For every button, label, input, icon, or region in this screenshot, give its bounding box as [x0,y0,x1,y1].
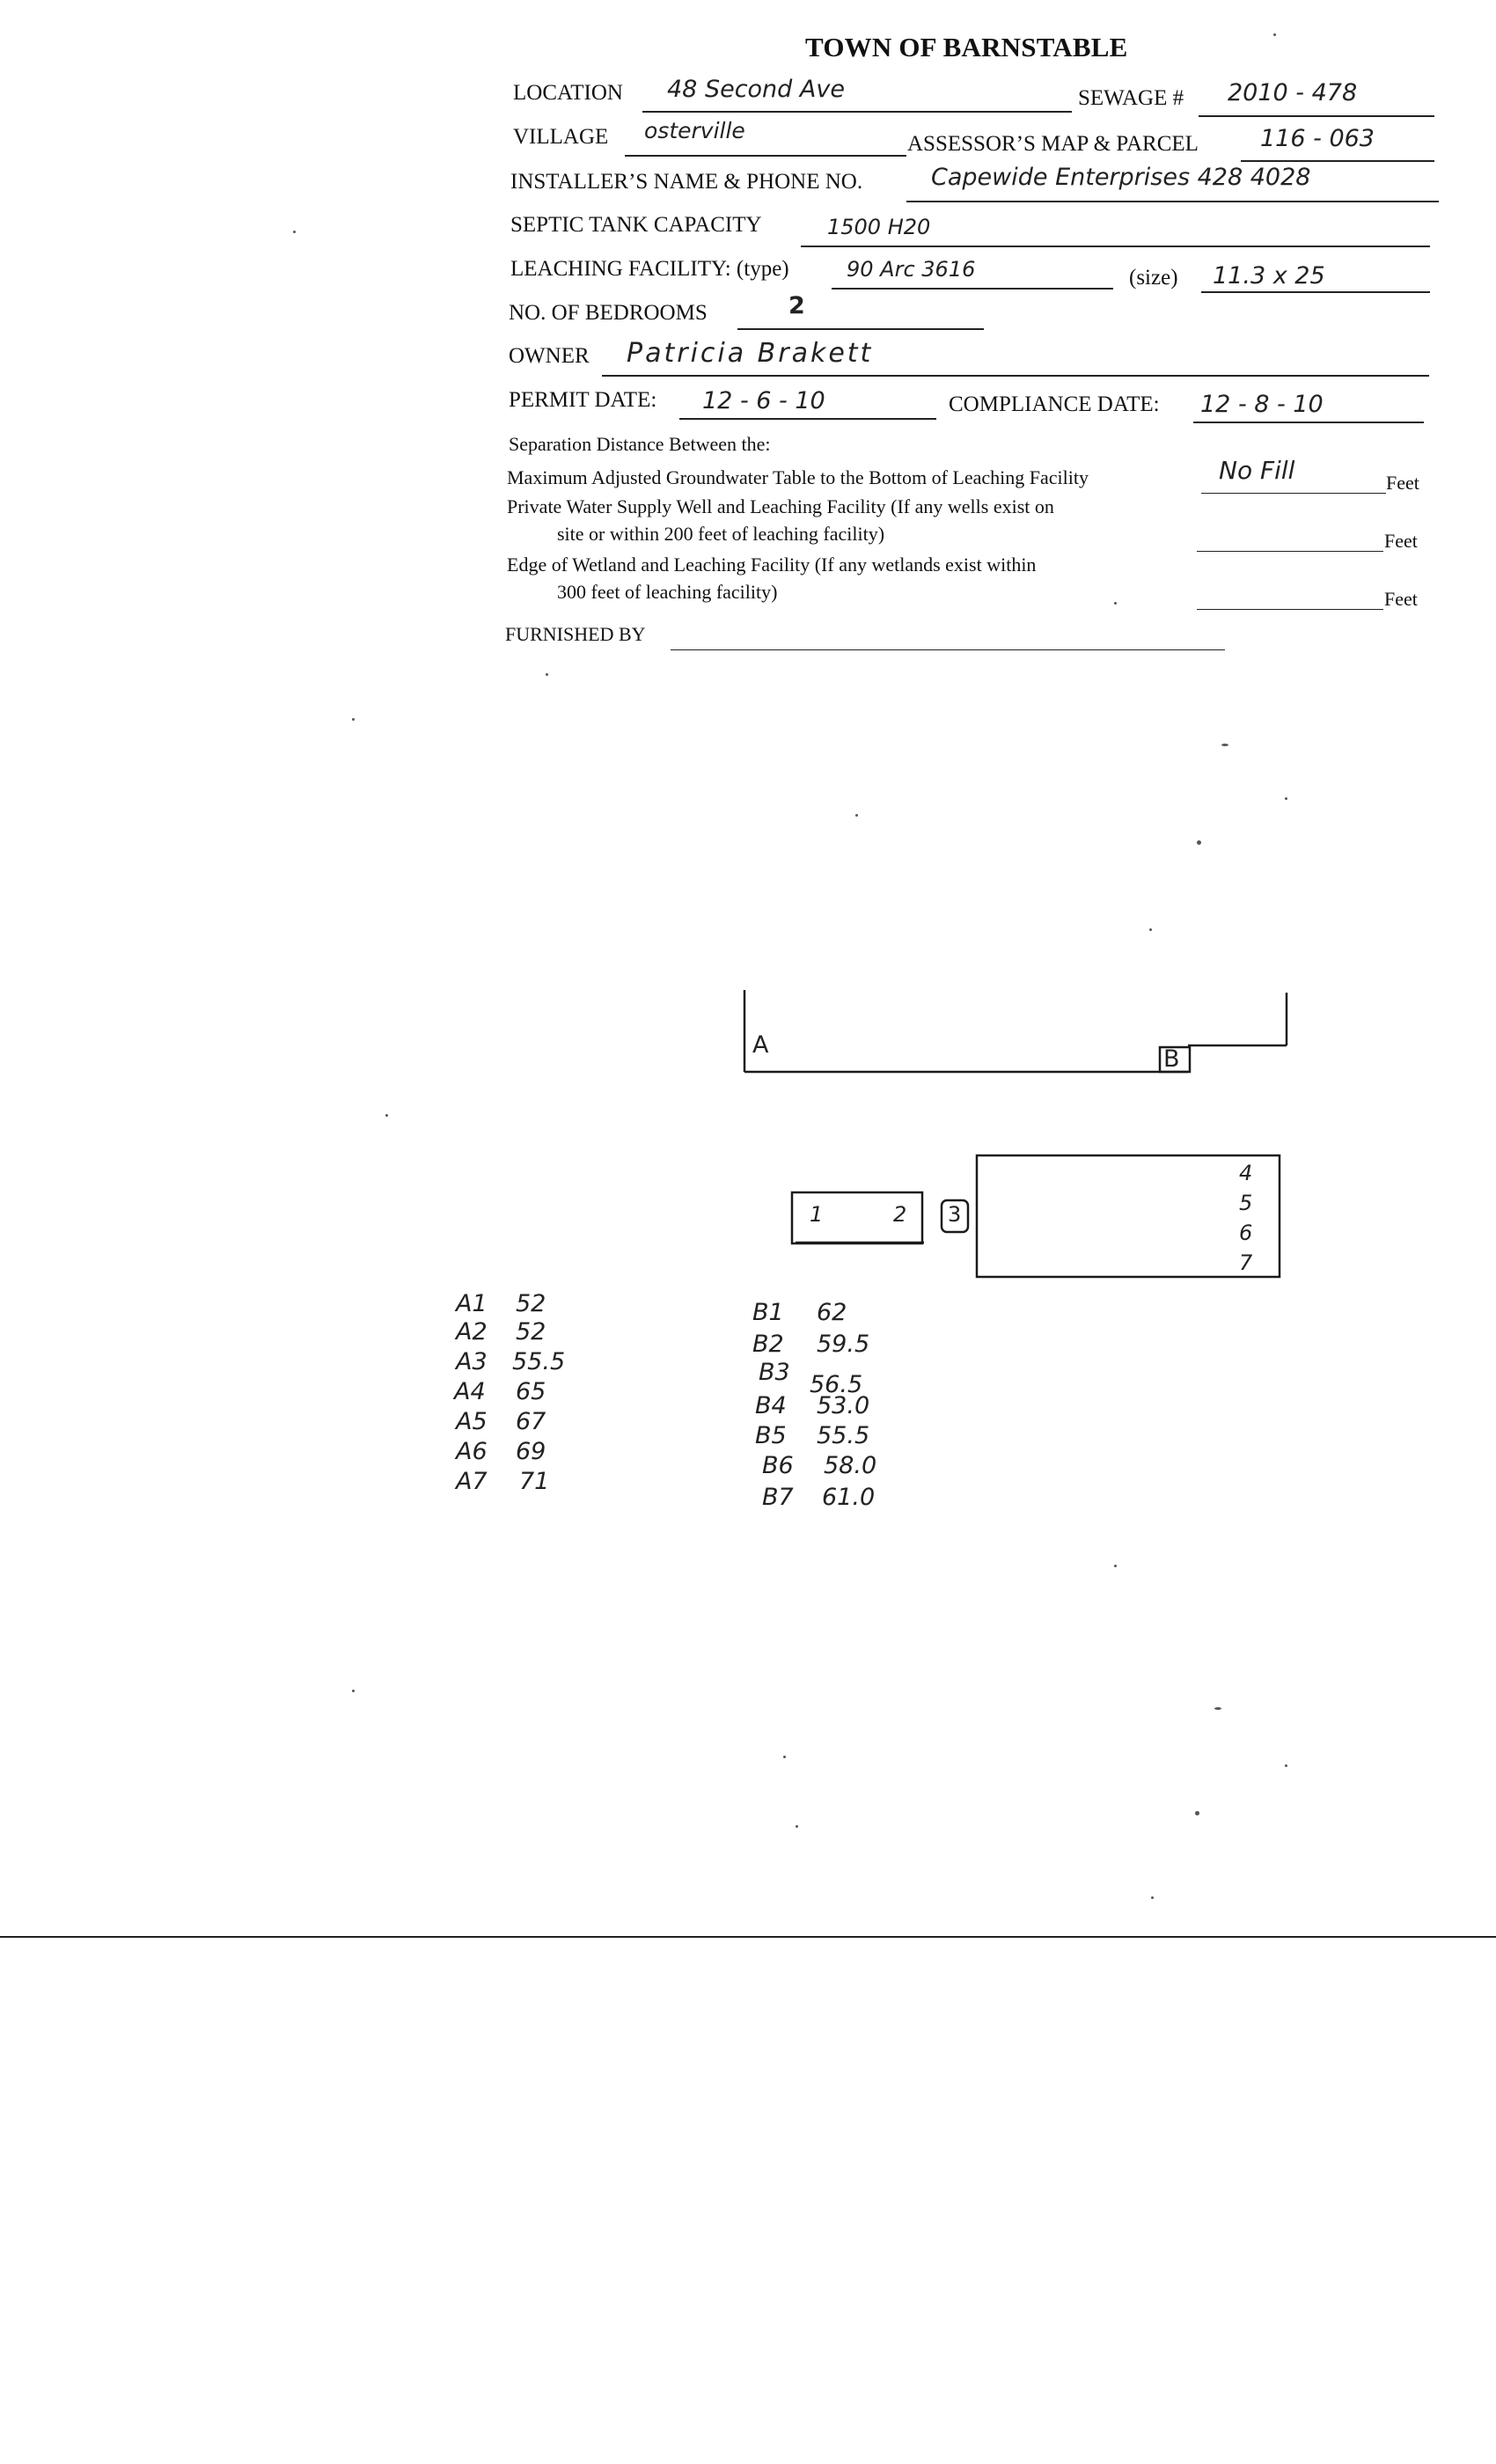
separation-row-1-value: No Fill [1219,456,1295,485]
sketch-label-b: B [1163,1045,1180,1073]
village-value: osterville [644,118,745,143]
measurement-b-id: B1 [752,1299,784,1326]
scan-speck [1197,840,1201,845]
scan-speck [855,814,858,817]
scan-speck [293,231,296,233]
separation-row-3b: 300 feet of leaching facility) [557,581,778,603]
measurement-a-value: 65 [516,1378,546,1405]
scan-speck [1273,33,1276,36]
installer-label: INSTALLER’S NAME & PHONE NO. [510,170,863,194]
village-label: VILLAGE [513,125,609,149]
measurement-a-value: 71 [519,1468,550,1495]
scan-speck [352,1690,355,1692]
sewage-value: 2010 - 478 [1228,79,1358,106]
separation-row-3a: Edge of Wetland and Leaching Facility (If any wetlands exist within [507,554,1037,576]
scan-speck [546,673,548,676]
measurement-b-id: B6 [762,1452,794,1479]
scan-speck [385,1114,388,1117]
measurement-b-id: B2 [752,1331,784,1358]
field-number-5: 5 [1239,1191,1253,1215]
field-number-7: 7 [1239,1250,1253,1275]
leaching-size-label: (size) [1129,266,1178,290]
measurement-a-id: A6 [456,1438,488,1465]
measurement-a-id: A7 [456,1468,488,1495]
owner-value: Patricia Brakett [627,338,874,369]
field-number-4: 4 [1239,1161,1253,1185]
measurement-b-value: 53.0 [817,1392,870,1419]
measurement-b-value: 56.5 [810,1371,863,1398]
location-value: 48 Second Ave [667,76,845,103]
tank-label-left: 1 [810,1202,824,1227]
scan-speck [1285,797,1287,800]
page-bottom-rule [0,1936,1496,1938]
assessor-value: 116 - 063 [1260,125,1375,152]
scan-speck [1151,1896,1154,1899]
scan-speck [1214,1707,1221,1710]
measurement-b-id: B5 [755,1422,787,1449]
separation-row-2b: site or within 200 feet of leaching facility) [557,523,885,545]
assessor-label: ASSESSOR’S MAP & PARCEL [907,132,1199,156]
separation-row-1-unit: Feet [1386,472,1419,494]
measurement-a-value: 55.5 [512,1348,566,1375]
measurement-b-value: 61.0 [822,1484,876,1511]
measurement-b-id: B3 [759,1359,790,1386]
measurement-a-value: 52 [516,1290,546,1317]
measurement-a-value: 52 [516,1318,546,1346]
location-label: LOCATION [513,81,623,105]
measurement-a-value: 69 [516,1438,546,1465]
scan-speck [783,1756,786,1758]
bedrooms-value: 2 [788,292,805,319]
scan-speck [352,718,355,721]
measurement-a-id: A3 [456,1348,488,1375]
leaching-size-value: 11.3 x 25 [1213,262,1325,290]
tank-label-right: 2 [893,1202,907,1227]
septic-value: 1500 H20 [827,215,931,239]
scan-speck [1114,602,1117,605]
separation-row-3-unit: Feet [1384,588,1418,610]
measurement-a-id: A5 [456,1408,488,1435]
scan-speck [796,1825,798,1828]
measurement-b-id: B4 [755,1392,787,1419]
measurement-a-id: A1 [456,1290,488,1317]
scan-speck [1149,928,1152,931]
measurement-a-value: 67 [516,1408,546,1435]
permit-date-label: PERMIT DATE: [509,388,657,412]
bedrooms-label: NO. OF BEDROOMS [509,301,708,325]
furnished-by-label: FURNISHED BY [505,623,646,645]
owner-label: OWNER [509,344,590,368]
measurement-a-id: A4 [454,1378,486,1405]
separation-heading: Separation Distance Between the: [509,433,771,455]
measurement-b-value: 62 [817,1299,847,1326]
measurement-a-id: A2 [456,1318,488,1346]
measurement-b-value: 55.5 [817,1422,870,1449]
measurement-b-value: 58.0 [824,1452,877,1479]
compliance-date-value: 12 - 8 - 10 [1200,391,1324,418]
page-title: TOWN OF BARNSTABLE [805,32,1128,62]
separation-row-2-unit: Feet [1384,530,1418,552]
scan-speck [1221,744,1228,746]
sewage-label: SEWAGE # [1078,86,1184,110]
leaching-label: LEACHING FACILITY: (type) [510,257,789,281]
installer-value: Capewide Enterprises 428 4028 [931,164,1311,191]
separation-row-1: Maximum Adjusted Groundwater Table to the Bottom of Leaching Facility [507,466,1089,488]
septic-label: SEPTIC TANK CAPACITY [510,213,762,237]
leaching-value: 90 Arc 3616 [847,257,976,282]
sketch-label-a: A [752,1031,769,1059]
scan-speck [1285,1764,1287,1767]
tank-circled-label: 3 [948,1202,962,1227]
permit-date-value: 12 - 6 - 10 [702,387,825,414]
measurement-b-id: B7 [762,1484,794,1511]
compliance-date-label: COMPLIANCE DATE: [949,392,1160,416]
measurement-b-value: 59.5 [817,1331,870,1358]
field-number-6: 6 [1239,1221,1253,1245]
separation-row-2a: Private Water Supply Well and Leaching Facility (If any wells exist on [507,495,1054,517]
scan-speck [1195,1811,1199,1815]
scan-speck [1114,1565,1117,1567]
